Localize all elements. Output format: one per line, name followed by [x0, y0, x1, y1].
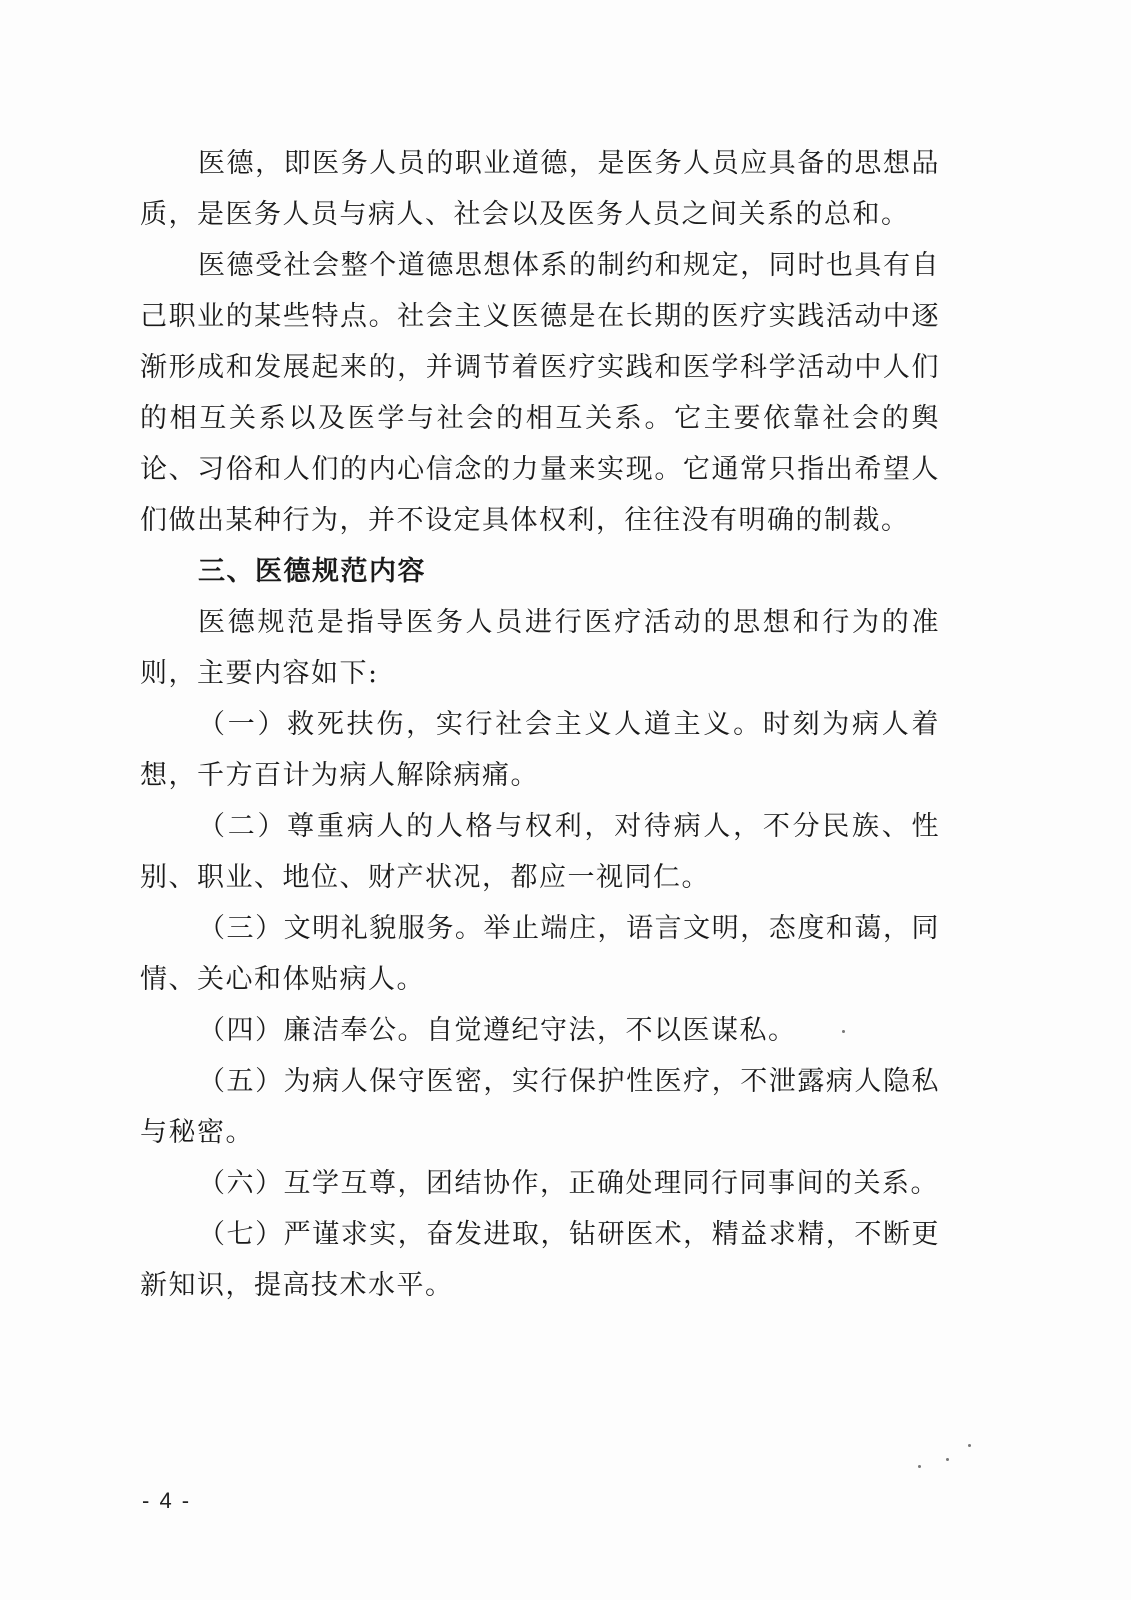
scan-speck: [842, 1030, 845, 1033]
section-heading: 三、医德规范内容: [198, 556, 426, 587]
norm-item-1: （一）救死扶伤，实行社会主义人道主义。时刻为病人着想，千方百计为病人解除病痛。: [140, 709, 940, 791]
page-number: - 4 -: [142, 1488, 192, 1513]
scan-speck: [968, 1444, 971, 1447]
scan-speck: [946, 1458, 949, 1461]
paragraph-medical-ethics-characteristics: 医德受社会整个道德思想体系的制约和规定，同时也具有自己职业的某些特点。社会主义医德是在长期的医疗实践活动中逐渐形成和发展起来的，并调节着医疗实践和医学科学活动中人们的相互关系以及医学与社会的相互关系。它主要依靠社会的舆论、习俗和人们的内心信念的力量来实现。它通常只指出希望人们做出某种行为，并不设定具体权利，往往没有明确的制裁。: [140, 250, 940, 536]
document-body: [140, 138, 940, 1311]
paragraph-norms-intro: 医德规范是指导医务人员进行医疗活动的思想和行为的准则，主要内容如下:: [140, 607, 940, 689]
norm-item-4: （四）廉洁奉公。自觉遵纪守法，不以医谋私。: [198, 1015, 797, 1046]
norm-item-6: （六）互学互尊，团结协作，正确处理同行同事间的关系。: [198, 1168, 939, 1199]
norm-item-5: （五）为病人保守医密，实行保护性医疗，不泄露病人隐私与秘密。: [140, 1066, 940, 1148]
paragraph-medical-ethics-definition: 医德，即医务人员的职业道德，是医务人员应具备的思想品质，是医务人员与病人、社会以及医务人员之间关系的总和。: [140, 148, 940, 230]
norm-item-7: （七）严谨求实，奋发进取，钻研医术，精益求精，不断更新知识，提高技术水平。: [140, 1219, 940, 1301]
norm-item-2: （二）尊重病人的人格与权利，对待病人，不分民族、性别、职业、地位、财产状况，都应一视同仁。: [140, 811, 940, 893]
norm-item-3: （三）文明礼貌服务。举止端庄，语言文明，态度和蔼，同情、关心和体贴病人。: [140, 913, 940, 995]
scan-speck: [918, 1465, 921, 1468]
